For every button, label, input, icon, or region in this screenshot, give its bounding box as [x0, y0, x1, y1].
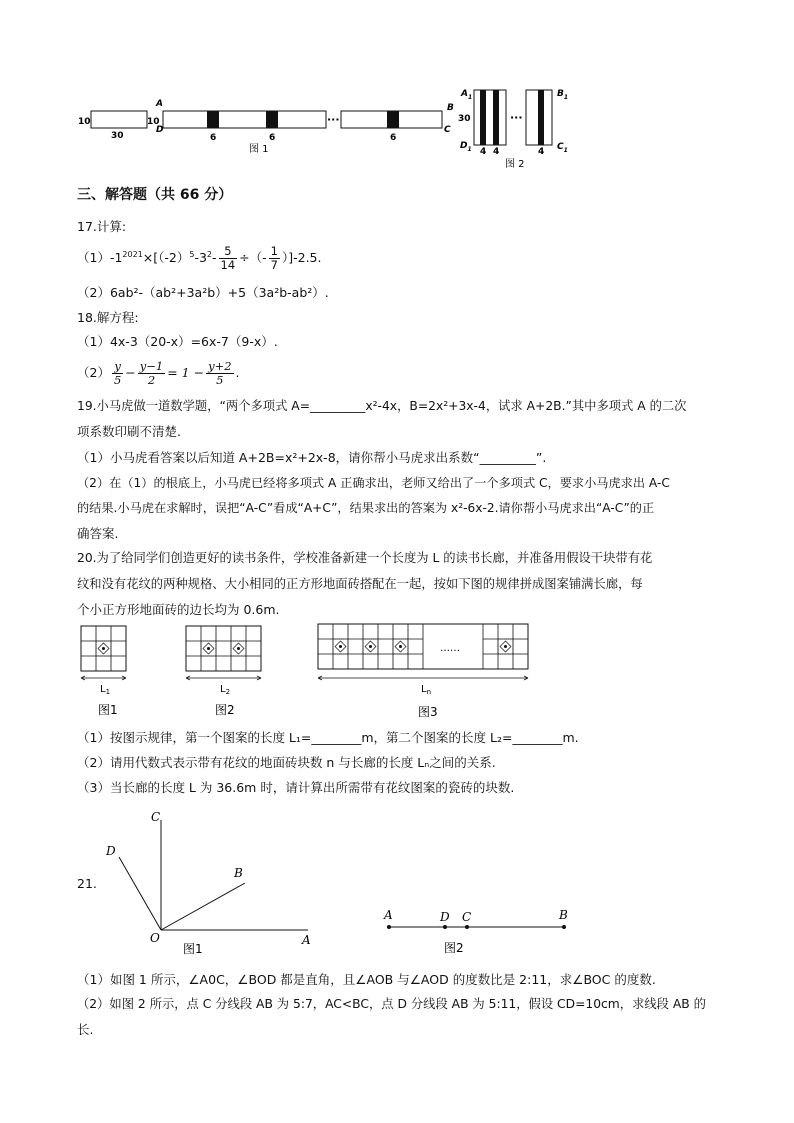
fig2-w3: 4	[538, 147, 545, 157]
q21-part1: （1）如图 1 所示，∠A0C，∠BOD 都是直角，且∠AOB 与∠AOD 的度数比是 2:11，求∠BOC 的度数.	[77, 972, 656, 987]
angle-figure	[105, 810, 311, 955]
fig2-w2: 4	[493, 147, 500, 157]
fig2-w1: 4	[480, 147, 487, 157]
angle-and-segment-figures	[0, 805, 794, 955]
seg-point-D: D	[440, 910, 450, 924]
segment-fig-caption: 图2	[444, 941, 464, 955]
label-C: C	[444, 125, 451, 135]
q20-part2: （2）请用代数式表示带有花纹的地面砖块数 n 与长廊的长度 Lₙ之间的关系.	[77, 755, 496, 770]
label-D: D	[156, 125, 164, 135]
label-Ln: $L_n$	[421, 684, 432, 696]
fraction-1-7: $\frac{1}{7}$	[270, 244, 278, 272]
strip-dots: ···	[327, 113, 340, 126]
label-A1: $A_1$	[461, 89, 473, 101]
label-B1: $B_1$	[557, 89, 569, 101]
label-L2: $L_2$	[220, 684, 231, 696]
q17-part2: （2）6ab²-（ab²+3a²b）+5（3a²b-ab²）.	[77, 285, 329, 300]
tile-fig1-caption: 图1	[98, 703, 118, 717]
q21-part2-line2: 长.	[77, 1022, 94, 1037]
seg-label-1: 6	[210, 133, 217, 143]
fig2-dots: ···	[510, 111, 523, 124]
small-rect-height-label: 10	[78, 117, 91, 127]
q21-part2-line1: （2）如图 2 所示，点 C 分线段 AB 为 5:7，AC<BC，点 D 分线段 AB 为 5:11，假设 CD=10cm，求线段 AB 的	[77, 997, 706, 1011]
seg-point-A: A	[384, 908, 393, 922]
q19-line1: 19.小马虎做一道数学题，“两个多项式 A=_________x²-4x，B=2x²+3x-4，试求 A+2B.”其中多项式 A 的二次	[77, 399, 687, 413]
q21-number: 21.	[77, 876, 97, 891]
vertical-strip-figure	[458, 89, 568, 170]
fraction-5-14: $\frac{5}{14}$	[220, 244, 236, 272]
q19-line2: 项系数印刷不清楚.	[77, 424, 181, 439]
q20-line2: 纹和没有花纹的两种规格、大小相同的正方形地面砖搭配在一起，按如下图的规律拼成图案铺满长廊，每	[77, 577, 643, 591]
seg-point-B: B	[559, 908, 568, 922]
q20-part3: （3）当长廊的长度 L 为 36.6m 时，请计算出所需带有花纹图案的瓷砖的块数.	[77, 780, 515, 795]
small-rect-width-label: 30	[111, 131, 124, 141]
fig1-caption: 图 1	[249, 144, 269, 155]
q19-line5: 的结果.小马虎在求解时，误把“A-C”看成“A+C”，结果求出的答案为 x²-6x-2.请你帮小马虎求出“A-C”的正	[77, 501, 655, 515]
q18-title: 18.解方程:	[77, 310, 139, 325]
long-strip	[147, 99, 454, 155]
tile-figure-3	[318, 624, 528, 696]
strip-height-label: 10	[147, 117, 160, 127]
seg-point-C: C	[462, 910, 472, 924]
seg-label-3: 6	[390, 133, 397, 143]
q19-line6: 确答案.	[77, 526, 119, 541]
tile-fig2-caption: 图2	[215, 703, 235, 717]
point-D: D	[106, 844, 116, 858]
label-C1: $C_1$	[557, 142, 568, 154]
label-D1: $D_1$	[460, 141, 472, 153]
q20-part1: （1）按图示规律，第一个图案的长度 L₁=________m，第二个图案的长度 L₂=________m.	[77, 730, 579, 745]
label-B: B	[447, 103, 454, 113]
q20-line3: 个小正方形地面砖的边长均为 0.6m.	[77, 602, 280, 617]
q19-line3: （1）小马虎看答案以后知道 A+2B=x²+2x-8，请你帮小马虎求出系数“_________”.	[77, 450, 547, 465]
point-B: B	[234, 866, 243, 880]
segment-figure	[383, 908, 568, 955]
tile-figure-1	[81, 626, 126, 696]
label-A: A	[156, 99, 163, 109]
section-title: 三、解答题（共 66 分）	[77, 187, 233, 203]
q18-part2: （2） $\frac{y}{5}$ − $\frac{y-1}{2}$ = 1 − $\frac{y+2}{5}$ .	[77, 359, 240, 387]
q20-line1: 20.为了给同学们创造更好的读书条件，学校准备新建一个长度为 L 的读书长廊，并准备用假设干块带有花	[77, 551, 653, 565]
tile-figures	[0, 620, 794, 720]
q19-line4: （2）在（1）的根底上，小马虎已经将多项式 A 正确求出，老师又给出了一个多项式 C，要求小马虎求出 A-C	[77, 476, 670, 490]
fig2-height-label: 30	[458, 114, 471, 124]
point-O: O	[150, 931, 160, 945]
seg-label-2: 6	[269, 133, 276, 143]
tile-figure-2	[186, 626, 261, 696]
tile-fig3-caption: 图3	[418, 705, 438, 719]
small-rectangle	[78, 111, 147, 141]
point-C: C	[151, 810, 161, 824]
q17-part1: $(1)-1^{2021}\times[(-2)^5-3^2-$ $\frac{5}{14}$ ÷（- $\frac{1}{7}$ ）]-2.5.	[77, 244, 322, 272]
angle-fig-caption: 图1	[183, 942, 203, 955]
label-L1: $L_1$	[100, 684, 111, 696]
q17-title: 17.计算:	[77, 219, 127, 234]
fig2-caption: 图 2	[505, 159, 525, 170]
top-figure	[0, 0, 794, 175]
q18-part1: （1）4x-3（20-x）=6x-7（9-x）.	[77, 334, 278, 349]
point-A: A	[302, 933, 311, 947]
tile-dots: ……	[440, 643, 460, 654]
